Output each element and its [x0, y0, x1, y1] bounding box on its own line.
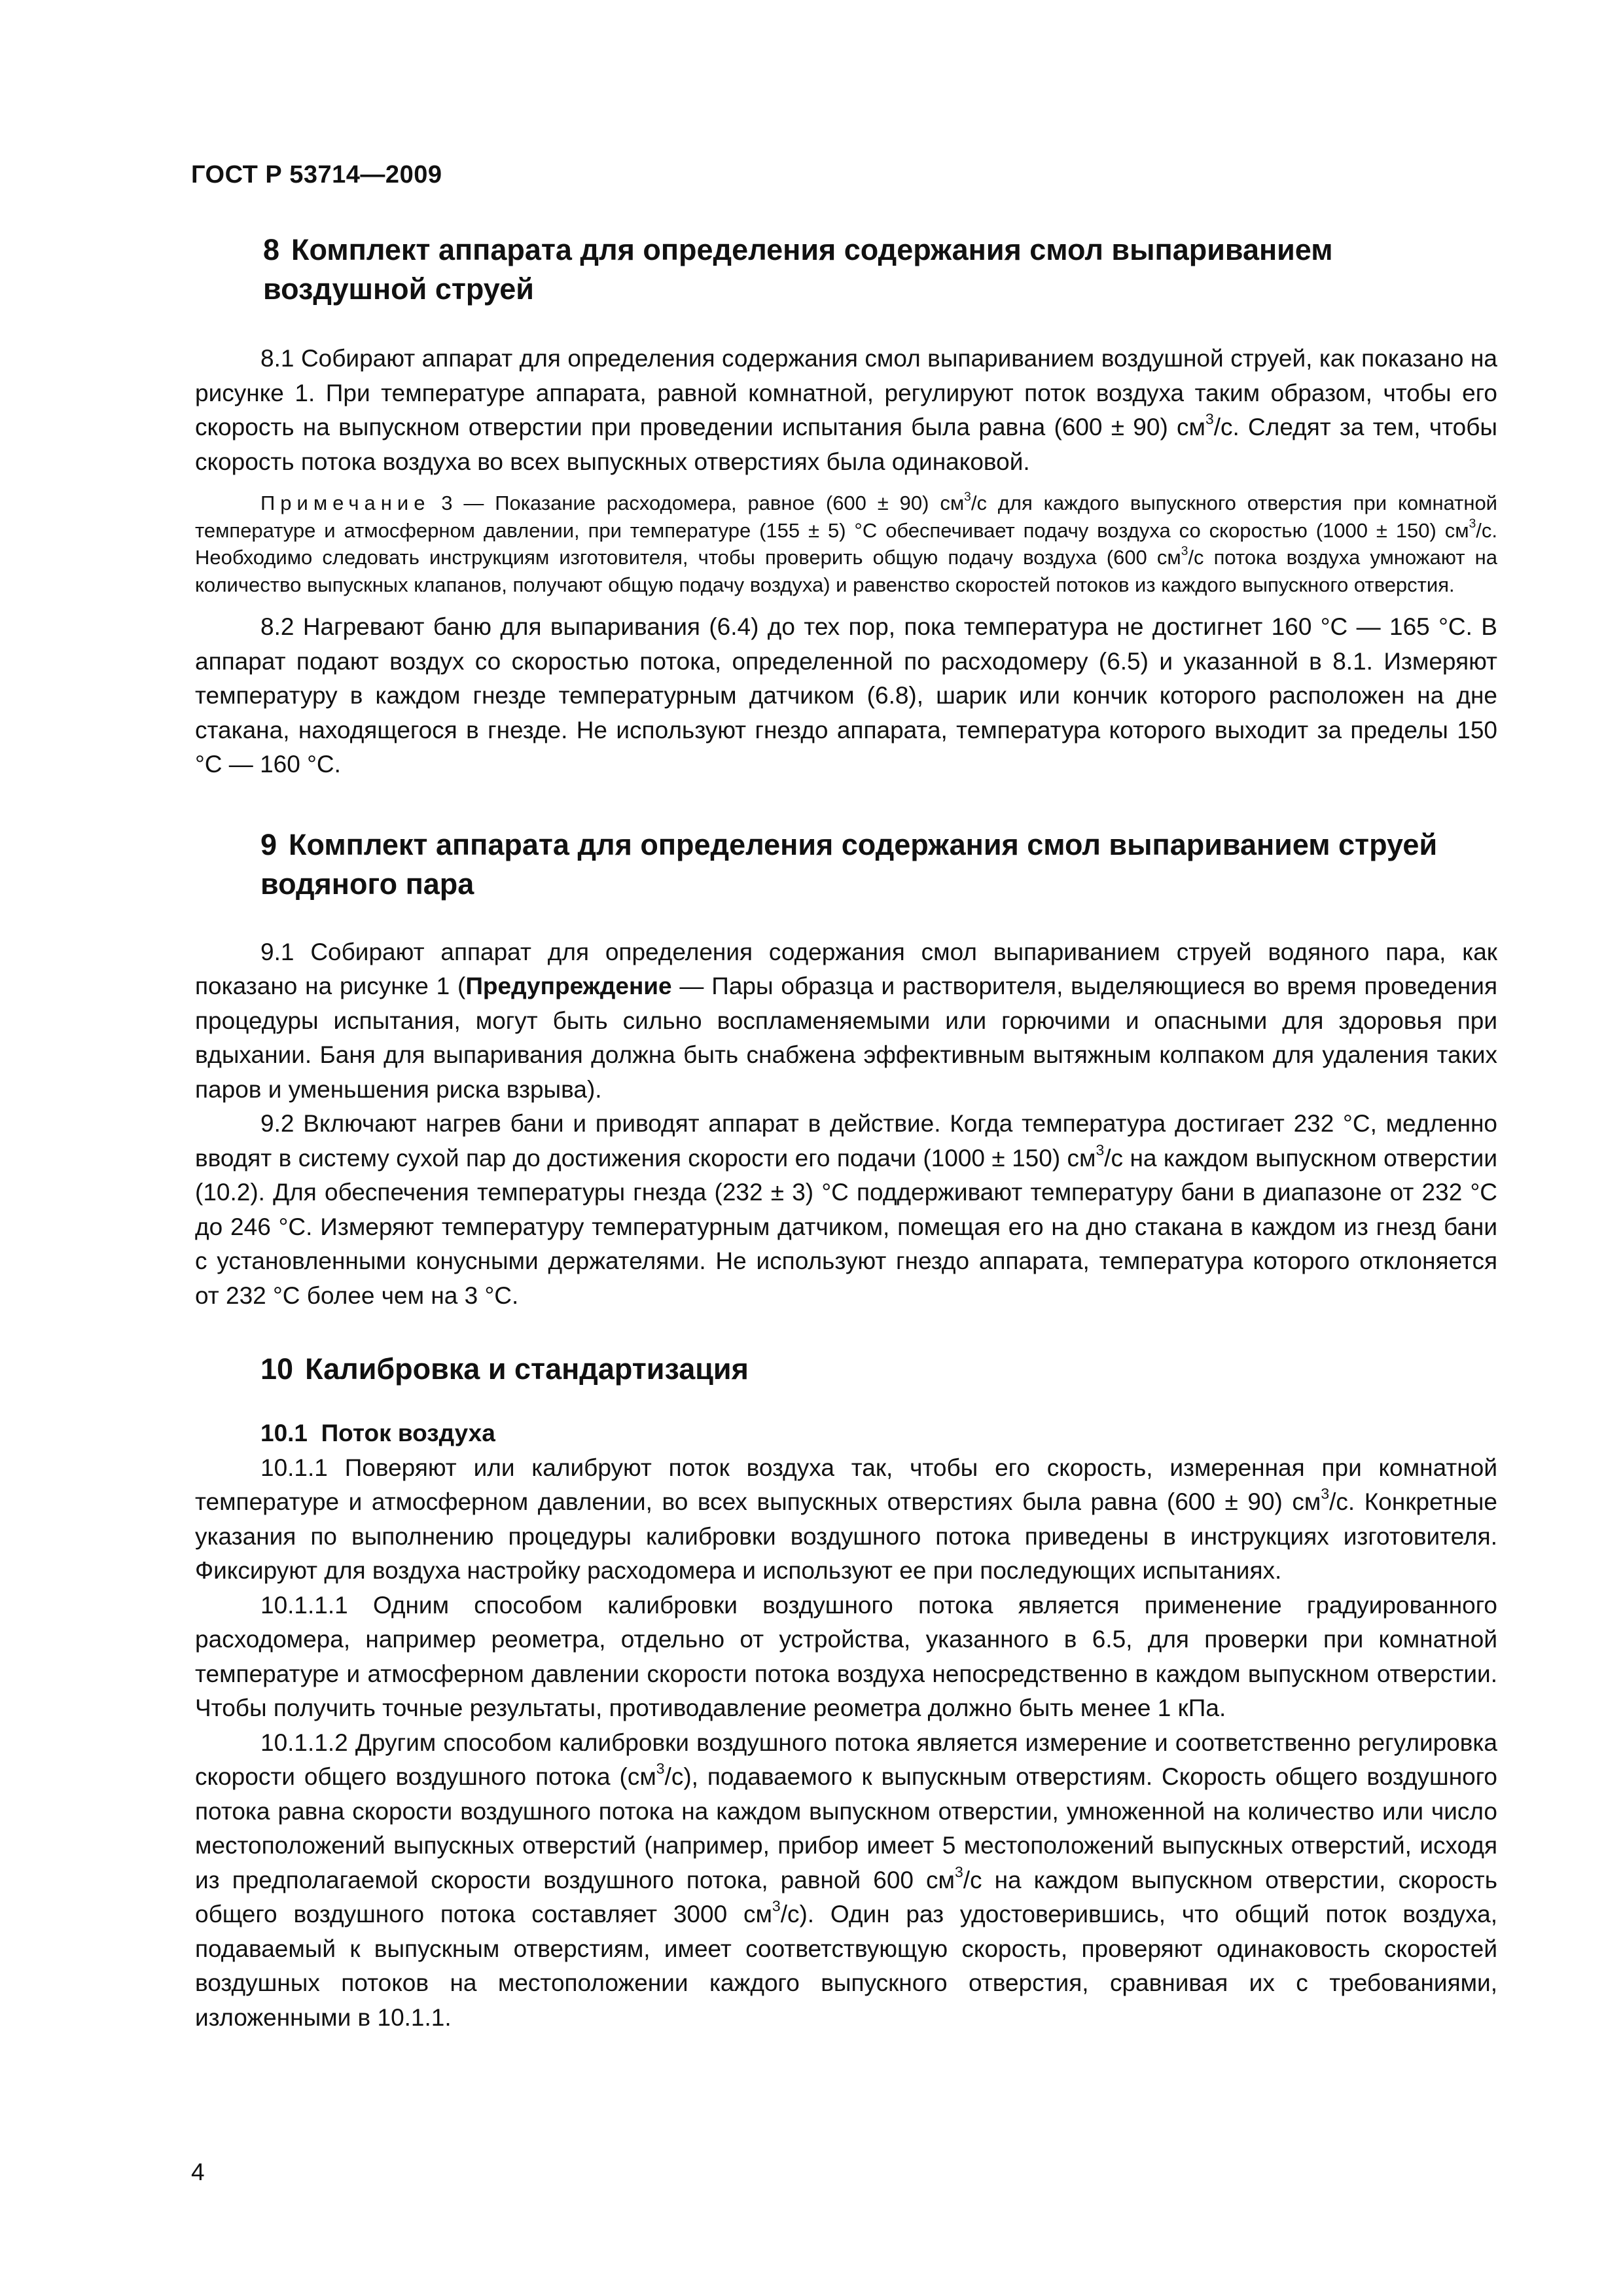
paragraph-text: /с), подаваемого к выпускным отверстиям. Скорость общего воздушного потока равна скорости воздушного потока на каждом выпускном отверстии, умноженной на количество или число местоположений выпускных отверстий (например, прибор имеет 5 местоположений выпускных отверстий, исходя из предполагаемой скорости воздушного потока, равной 600 см [195, 1763, 1497, 1893]
document-id-header: ГОСТ Р 53714—2009 [191, 161, 442, 188]
paragraph-text: Собирают аппарат для определения содержания смол выпариванием струей водяного пара, как показано на рисунке 1 ( [195, 938, 1497, 999]
paragraph-text: Другим способом калибровки воздушного потока является измерение и соответственно регулировка скорости общего воздушного потока (см [195, 1729, 1498, 1790]
paragraph-number: 10.1.1 [260, 1454, 328, 1481]
paragraph-number: 8.2 [260, 613, 294, 640]
note-text: 3 — Показание расходомера, равное (600 ± 90) см [430, 492, 965, 514]
paragraph-number: 9.1 [260, 938, 294, 965]
subsection-number: 10.1 [260, 1420, 308, 1446]
paragraph-9-1 [195, 935, 1497, 1107]
section-9-title: Комплект аппарата для определения содержания смол выпариванием струей водяного пара [260, 827, 1438, 901]
paragraph-number: 9.2 [260, 1110, 294, 1137]
note-label: Примечание [260, 492, 431, 514]
page-number: 4 [191, 2159, 205, 2185]
section-9-heading [195, 825, 1497, 904]
section-9 [195, 825, 1497, 1314]
paragraph-text: /с). Один раз удостоверившись, что общий поток воздуха, подаваемый к выпускным отверстиям, имеет соответствующую скорость, проверяют одинаковость скоростей воздушных потоков на местоположении каждого выпускного отверстия, сравнивая их с требованиями, изложенными в 10.1.1. [195, 1901, 1497, 2031]
superscript: 3 [954, 1863, 963, 1880]
superscript: 3 [964, 490, 971, 504]
superscript: 3 [1181, 544, 1188, 558]
paragraph-text: /с на каждом выпускном отверстии, скорость общего воздушного потока составляет 3000 см [195, 1866, 1498, 1928]
paragraph-text: — Пары образца и растворителя, выделяющиеся во время проведения процедуры испытания, могут быть сильно воспламеняемыми или горючими и опасными для здоровья при вдыхании. Баня для выпаривания должна быть снабжена эффективным вытяжным колпаком для удаления таких паров и уменьшения риска взрыва). [195, 973, 1497, 1103]
superscript: 3 [1321, 1485, 1330, 1503]
superscript: 3 [772, 1897, 781, 1915]
paragraph-number: 8.1 [260, 345, 294, 372]
paragraph-9-2 [195, 1107, 1497, 1313]
paragraph-text: Собирают аппарат для определения содержания смол выпариванием воздушной струей, как показано на рисунке 1. При температуре аппарата, равной комнатной, регулируют поток воздуха таким образом, чтобы его скорость на выпускном отверстии при проведении испытания была равна (600 ± 90) см [195, 345, 1497, 440]
subsection-10-1-heading [195, 1416, 1497, 1451]
paragraph-8-1 [195, 342, 1497, 479]
superscript: 3 [656, 1760, 665, 1778]
paragraph-8-2 [195, 610, 1497, 782]
paragraph-text: Нагревают баню для выпаривания (6.4) до тех пор, пока температура не достигнет 160 °С — 165 °С. В аппарат подают воздух со скоростью потока, определенной по расходомеру (6.5) и указанной в 8.1. Измеряют температуру в каждом гнезде температурным датчиком (6.8), шарик или кончик которого расположен на дне стакана, находящегося в гнезде. Не используют гнездо аппарата, температура которого выходит за пределы 150 °С — 160 °С. [195, 613, 1497, 778]
paragraph-10-1-1-2 [195, 1726, 1497, 2036]
paragraph-text: /с. Следят за тем, чтобы скорость потока воздуха во всех выпускных отверстиях была одинаковой. [195, 414, 1497, 475]
note-text: /с для каждого выпускного отверстия при комнатной температуре и атмосферном давлении, при температуре (155 ± 5) °С обеспечивает подачу воздуха со скоростью (1000 ± 150) см [195, 492, 1497, 542]
paragraph-text: Одним способом калибровки воздушного потока является применение градуированного расходомера, например реометра, отдельно от устройства, указанного в 6.5, для проверки при комнатной температуре и атмосферном давлении скорости потока воздуха непосредственно в каждом выпускном отверстии. Чтобы получить точные результаты, противодавление реометра должно быть менее 1 кПа. [195, 1591, 1497, 1721]
paragraph-text: Включают нагрев бани и приводят аппарат в действие. Когда температура достигает 232 °С, медленно вводят в систему сухой пар до достижения скорости его подачи (1000 ± 150) см [195, 1110, 1498, 1172]
section-10-title: Калибровка и стандартизация [305, 1352, 749, 1386]
paragraph-text: /с. Конкретные указания по выполнению процедуры калибровки воздушного потока приведены в инструкциях изготовителя. Фиксируют для воздуха настройку расходомера и используют ее при последующих испытаниях. [195, 1488, 1497, 1584]
section-10-heading [195, 1350, 1497, 1389]
superscript: 3 [1205, 410, 1214, 428]
section-8-heading [195, 230, 1497, 309]
note-text: /с. Необходимо следовать инструкциям изготовителя, чтобы проверить общую подачу воздуха (600 см [195, 518, 1497, 569]
superscript: 3 [1469, 517, 1476, 531]
section-10-number: 10 [260, 1352, 294, 1386]
section-10 [195, 1350, 1497, 2035]
subsection-title: Поток воздуха [321, 1420, 495, 1446]
paragraph-text: Поверяют или калибруют поток воздуха так, чтобы его скорость, измеренная при комнатной температуре и атмосферном давлении, во всех выпускных отверстиях была равна (600 ± 90) см [195, 1454, 1497, 1515]
paragraph-text: /с на каждом выпускном отверстии (10.2). Для обеспечения температуры гнезда (232 ± 3) °С поддерживают температуру бани в диапазоне от 232 °С до 246 °С. Измеряют температуру температурным датчиком, помещая его на дно стакана в каждом из гнезд бани с установленными конусными держателями. Не используют гнездо аппарата, температура которого отклоняется от 232 °С более чем на 3 °С. [195, 1144, 1497, 1309]
section-8 [195, 230, 1497, 782]
note-text: /с потока воздуха умножают на количество выпускных клапанов, получают общую подачу воздуха) и равенство скоростей потоков из каждого выпускного отверстия. [195, 546, 1498, 596]
paragraph-number: 10.1.1.1 [260, 1591, 348, 1619]
paragraph-10-1-1 [195, 1451, 1497, 1588]
section-9-number: 9 [260, 827, 277, 861]
note-3 [195, 490, 1497, 598]
section-8-title: Комплект аппарата для определения содержания смол выпариванием воздушной струей [263, 233, 1333, 306]
superscript: 3 [1096, 1141, 1105, 1158]
document-body [195, 223, 1497, 2035]
paragraph-10-1-1-1 [195, 1588, 1497, 1726]
warning-label: Предупреждение [465, 973, 672, 999]
paragraph-number: 10.1.1.2 [260, 1729, 348, 1756]
section-8-number: 8 [263, 233, 280, 266]
